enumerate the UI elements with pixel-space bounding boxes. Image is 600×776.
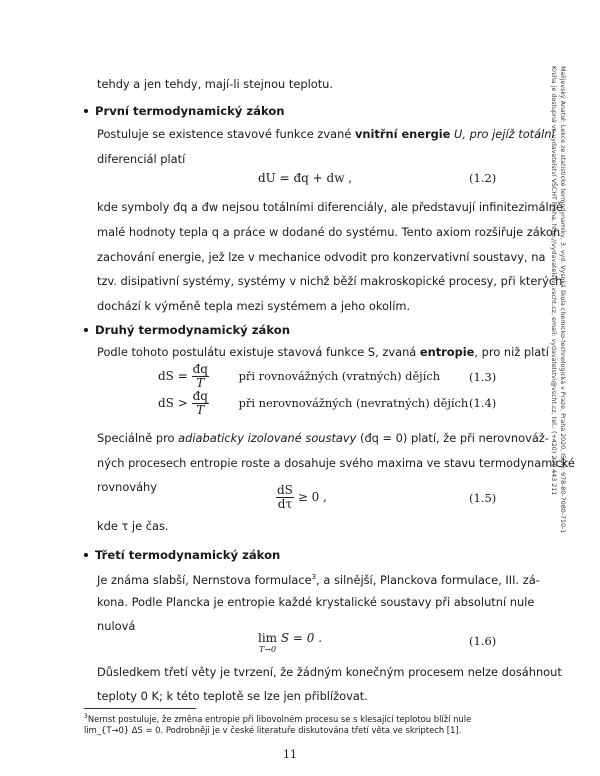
text-span: U, pro jejíž totální [450, 127, 555, 141]
equation-1-4 [158, 390, 468, 417]
heading-text: První termodynamický zákon [95, 104, 285, 118]
equation-number: (1.5) [469, 491, 497, 505]
heading-text: Třetí termodynamický zákon [95, 548, 281, 562]
bullet-icon [84, 109, 88, 113]
italic-term: adiabaticky izolované soustavy [178, 431, 357, 445]
limit-operator [258, 632, 277, 656]
equation-1-6 [258, 632, 322, 656]
body-line [97, 565, 540, 593]
body-line [97, 426, 549, 451]
equation-number: (1.6) [469, 634, 497, 648]
fraction-denominator: T [196, 376, 205, 390]
text-span: (đq = 0) platí, že při nerovnováž- [356, 431, 549, 445]
fraction [192, 363, 209, 390]
text-span: Je známa slabší, Nernstova formulace [97, 572, 312, 587]
body-line: malé hodnoty tepla q a práce w dodané do systému. Tento axiom rozšiřuje zákon [97, 225, 561, 239]
page-number: 11 [283, 748, 297, 761]
footnote-mark: 3 [311, 573, 317, 581]
text-span: Speciálně pro [97, 431, 179, 445]
side-note-line: Malijevský Anatol: Lekce ze statistické termodynamiky, 3. vyd. Vysoká škola chemicko-technologická v Praze, Praha 2020, ISBN: 978-80-7080-710-1 [559, 66, 566, 534]
side-copyright-note [527, 66, 567, 533]
fraction-numerator: đq [192, 389, 208, 403]
body-line [97, 340, 549, 365]
fraction-denominator: dτ [277, 497, 293, 511]
equation-number: (1.2) [469, 171, 497, 185]
text-span: Postuluje se existence stavové funkce zvané [97, 127, 355, 141]
body-line: nulová [97, 619, 136, 633]
fraction [192, 390, 209, 417]
body-line: kde symboly đq a đw nejsou totálními diferenciály, ale představují infinitezimálně [97, 200, 563, 214]
equation-number: (1.4) [469, 396, 497, 410]
bullet-icon [84, 328, 88, 332]
fraction-numerator: dS [277, 483, 293, 497]
footnote-rule [84, 708, 196, 709]
text-span: , a silnější, Planckova formulace, III. zá- [316, 572, 540, 587]
eq-note: při nerovnovážných (nevratných) dějích [238, 396, 469, 410]
body-line: Důsledkem třetí věty je tvrzení, že žádným konečným procesem nelze dosáhnout [97, 665, 562, 679]
heading-first-law [84, 104, 285, 118]
text-span: Podle tohoto postulátu existuje stavová funkce S, zvaná [97, 345, 420, 359]
fraction-denominator: T [196, 403, 205, 417]
body-line: ných procesech entropie roste a dosahuje svého maxima ve stavu termodynamické [97, 456, 575, 470]
eq-rest: S = 0 . [280, 631, 323, 645]
bullet-icon [84, 553, 88, 557]
heading-text: Druhý termodynamický zákon [95, 323, 290, 337]
footnote-line: lim_{T→0} ΔS = 0. Podrobněji je v české literatuře diskutována třetí věta ve skriptech [1]. [84, 725, 462, 735]
lim-text: lim [258, 631, 278, 645]
heading-third-law [84, 548, 280, 562]
footnote-mark: 3 [84, 713, 88, 720]
eq-rest: ≥ 0 , [297, 490, 327, 504]
equation-1-2: dU = đq + dw , [258, 171, 353, 185]
fraction [276, 484, 294, 511]
body-line: rovnováhy [97, 480, 158, 494]
body-line: teploty 0 K; k této teplotě se lze jen přiblížovat. [97, 689, 368, 703]
eq-lhs: dS > [158, 396, 188, 410]
body-line: zachování energie, jež lze v mechanice odvodit pro konzervativní soustavy, na [97, 250, 546, 264]
bold-term: entropie [419, 345, 475, 359]
fraction-numerator: đq [192, 362, 208, 376]
footnote-line [84, 713, 471, 724]
text-span: , pro niž platí [474, 345, 549, 359]
body-line: tzv. disipativní systémy, systémy v nichž běží makroskopické procesy, při kterých [97, 274, 563, 288]
bold-term: vnitřní energie [354, 127, 451, 141]
equation-1-3 [158, 363, 440, 390]
body-line: kona. Podle Plancka je entropie každé krystalické soustavy při absolutní nule [97, 595, 535, 609]
side-note-line: Kniha je dostupná ve vydavatelství VŠCHT Praha, http://vydavatelstvi.vscht.cz, email: vydavatelstvi@vscht.cz, tel.: (+420) 220 443 211 [550, 66, 557, 496]
body-line: diferenciál platí [97, 152, 186, 166]
eq-lhs: dS = [158, 369, 188, 383]
equation-1-5 [276, 484, 327, 511]
lim-subscript: T→0 [258, 645, 277, 654]
footnote-text: Nernst postuluje, že změna entropie při libovolném procesu se s klesající teplotou blíží nule [87, 713, 472, 724]
eq-note: při rovnovážných (vratných) dějích [238, 369, 441, 383]
heading-second-law [84, 323, 290, 337]
body-line: tehdy a jen tehdy, mají-li stejnou teplotu. [97, 77, 334, 91]
body-line: dochází k výměně tepla mezi systémem a jeho okolím. [97, 299, 411, 313]
equation-number: (1.3) [469, 370, 497, 384]
body-line: kde τ je čas. [97, 519, 169, 533]
body-line [97, 122, 555, 147]
